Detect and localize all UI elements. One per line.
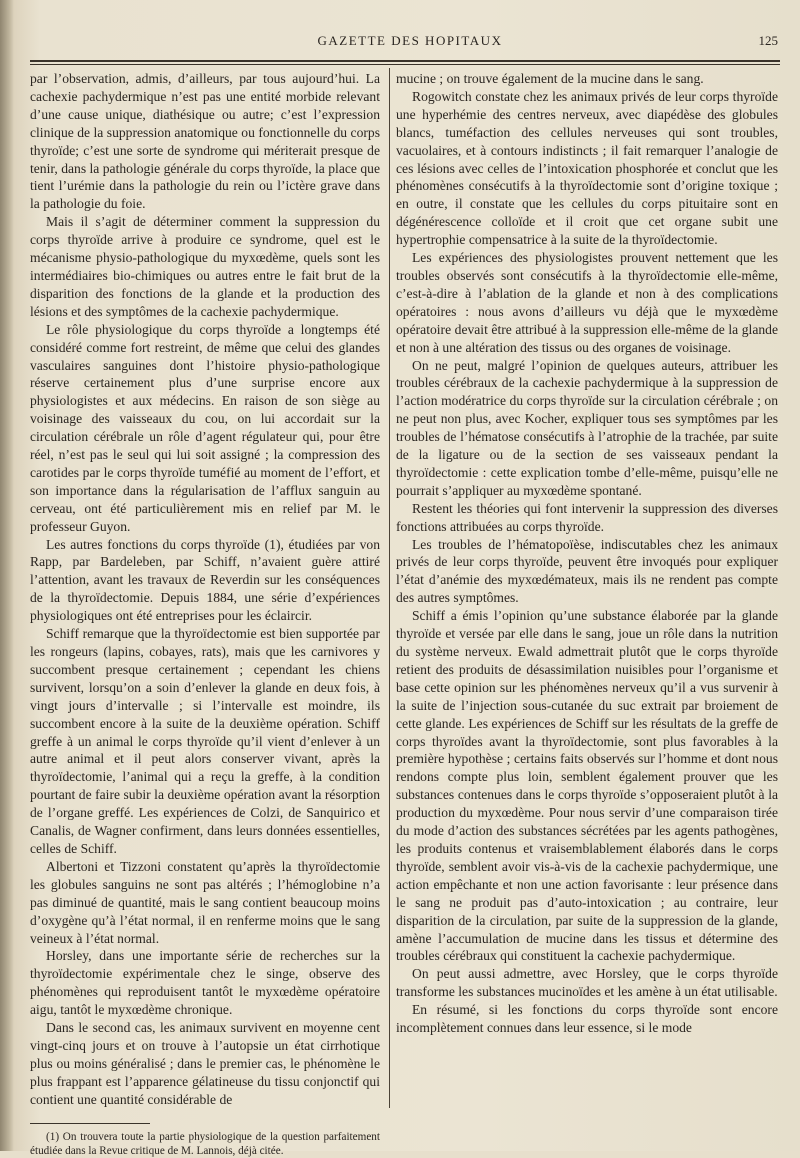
paragraph: Horsley, dans une importante série de recherches sur la thyroïdectomie expérimentale chez le singe, observe des phénomènes qui reproduisent tantôt le myxœdème opératoire aigu, tantôt le myxœdème chronique. (30, 948, 380, 1018)
paragraph: Albertoni et Tizzoni constatent qu’après la thyroïdectomie les globules sanguins ne sont pas altérés ; l’hémoglobine n’a pas diminué de quantité, mais le sang contient beaucoup moins d’oxygène qu’à l’état normal, il en renferme moins que le sang veineux à l’état normal. (30, 858, 380, 946)
paragraph: par l’observation, admis, d’ailleurs, par tous aujourd’hui. La cachexie pachydermique n’est pas une entité morbide relevant d’une cause unique, diathésique ou autre; c’est l’expression clinique de la suppression anatomique ou fonctionnelle du corps thyroïde; c’est une sorte de syndrome qui mériterait presque de tenir, dans la pathologie générale du corps thyroïde, la place que tient l’urémie dans la pathologie du rein ou l’ictère grave dans la pathologie du foie. (30, 71, 380, 212)
page-number: 125 (758, 33, 778, 48)
paragraph: Les expériences des physiologistes prouvent nettement que les troubles observés sont consécutifs à la thyroïdectomie elle-même, c’est-à-dire à l’ablation de la glande et non à des complications opératoires : nous avons d’ailleurs vu déjà que le myxœdème opératoire devait être attribué à la suppression elle-même de la glande et non à une altération des tissus ou des organes de voisinage. (396, 250, 778, 355)
paragraph: Rogowitch constate chez les animaux privés de leur corps thyroïde une hyperhémie des centres nerveux, avec diapédèse des globules blancs, tuméfaction des cellules nerveuses qui sont troubles, vacuolaires, et à contours indistincts ; il fait remarquer l’analogie de ces lésions avec celles de l’intoxication phosphorée et conclut que les phénomènes consécutifs à la thyroïdectomie sont d’origine toxique ; en outre, il constate que les cellules du corps pituitaire sont en dégénérescence colloïde et il croit que cet organe subit une hypertrophie compensatrice à la suite de la thyroïdectomie. (396, 88, 778, 248)
paragraph: Schiff remarque que la thyroïdectomie est bien supportée par les rongeurs (lapins, cobayes, rats), mais que les carnivores y succombent presque certainement ; cependant les chiens survivent, lorsqu’on a soin d’enlever la glande en deux fois, à vingt jours d’intervalle ; si l’intervalle est moindre, ils succombent encore à la suite de la deuxième opération. Schiff greffe à un animal le corps thyroïde qu’il vient d’enlever à un autre animal et il peut alors conserver vivant, après la thyroïdectomie, l’animal qui a reçu la greffe, à la condition pourtant de faire subir la deuxième opération avant la résorption de l’organe greffé. Les expériences de Colzi, de Sanquirico et Canalis, de Wagner confirment, dans leurs données essentielles, celles de Schiff. (30, 626, 380, 856)
paragraph: Schiff a émis l’opinion qu’une substance élaborée par la glande thyroïde et versée par elle dans le sang, joue un rôle dans la nutrition du système nerveux. Ewald admettrait plutôt que le corps thyroïde retient des produits de désassimilation nuisibles pour l’organisme et base cette opinion sur les phénomènes nerveux qu’il a vus survenir à la suite de l’injection sous-cutanée du suc extrait par broiement de cette glande. Les expériences de Schiff sur les résultats de la greffe de corps thyroïdes avant la thyroïdectomie, sont plus favorables à la première hypothèse ; certains faits observés sur l’homme et dont nous rendons compte plus loin, semblent également prouver que les substances contenues dans le corps thyroïde s’opposeraient plutôt à la production du myxœdème. Pour nous servir d’une comparaison tirée du mode d’action des substances sécrétées par les agents pathogènes, les produits contenus et vraisemblablement élaborés dans le corps thyroïde, semblent avoir vis-à-vis de la cachexie pachydermique, une action empêchante et non une action favorisante : leur présence dans le sang ne produit pas d’auto-intoxication ; au contraire, leur disparition de la circulation, par suite de la suppression de la glande, amène l’accumulation de mucine dans les tissus et détermine des troubles cérébraux qui constituent la cachexie pachydermique. (396, 608, 778, 964)
paragraph: mucine ; on trouve également de la mucine dans le sang. (396, 71, 704, 86)
paragraph: Mais il s’agit de déterminer comment la suppression du corps thyroïde arrive à produire ce syndrome, quel est le mécanisme physio-pathologique du myxœdème, quels sont les intermédiaires bio-chimiques ou autres entre le fait brut de la disparition des fonctions de la glande et la production des lésions et des symptômes de la cachexie pachydermique. (30, 214, 380, 319)
left-column (30, 70, 380, 1158)
header-rule (30, 60, 780, 62)
paragraph: Les autres fonctions du corps thyroïde (1), étudiées par von Rapp, par Bardeleben, par Schiff, n’avaient guère attiré l’attention, avant les travaux de Reverdin sur les conséquences de la thyroïdectomie. Depuis 1884, une série d’expériences physiologiques ont été entreprises pour les éclaircir. (30, 536, 380, 624)
paragraph: Restent les théories qui font intervenir la suppression des diverses fonctions attribuées au corps thyroïde. (396, 500, 778, 534)
paragraph: En résumé, si les fonctions du corps thyroïde sont encore incomplètement connues dans leur essence, si le mode (396, 1002, 778, 1036)
paragraph: Le rôle physiologique du corps thyroïde a longtemps été considéré comme fort restreint, de même que celui des glandes vasculaires sanguines dont l’histoire physio-pathologique réserve certainement plus d’une surprise encore aux physiologistes et aux médecins. En raison de son siège au voisinage des vaisseaux du cou, on lui accordait sur la circulation cérébrale un rôle d’agent régulateur qui, pour être réel, n’est pas le seul qui lui soit assigné ; la compression des carotides par le corps thyroïde tuméfié au moment de l’effort, et son importance dans la régularisation de l’afflux sanguin au cerveau, ont été particulièrement mis en relief par M. le professeur Guyon. (30, 321, 380, 534)
paragraph: On peut aussi admettre, avec Horsley, que le corps thyroïde transforme les substances mucinoïdes et les amène à un état utilisable. (396, 966, 778, 1000)
footnote-rule (30, 1123, 150, 1124)
paragraph: Les troubles de l’hématopoïèse, indiscutables chez les animaux privés de leur corps thyroïde, peuvent être invoqués pour expliquer l’état d’anémie des myxœdémateux, mais ils ne rendent pas compte des autres symptômes. (396, 536, 778, 606)
page-binding-edge (0, 0, 14, 1151)
paragraph: On ne peut, malgré l’opinion de quelques auteurs, attribuer les troubles cérébraux de la cachexie pachydermique à la suppression de l’action modératrice du corps thyroïde sur la circulation cérébrale ; on ne peut non plus, avec Kocher, expliquer tous ses symptômes par les troubles de l’hématose consécutifs à l’atrophie de la trachée, par suite de la ligature ou de la section de ses vaisseaux pendant la thyroïdectomie : cette explication tombe d’elle-même, puisqu’elle ne pourrait s’appliquer au myxœdème spontané. (396, 357, 778, 498)
column-divider (389, 68, 390, 1108)
journal-title: GAZETTE DES HOPITAUX (317, 33, 503, 48)
footnote: (1) On trouvera toute la partie physiologique de la question parfaitement étudiée dans la Revue critique de M. Lannois, déjà citée. (30, 1130, 380, 1157)
header-rule-thin (30, 64, 780, 65)
running-header (40, 30, 780, 52)
right-column (396, 70, 778, 1037)
paragraph: Dans le second cas, les animaux survivent en moyenne cent vingt-cinq jours et on trouve à l’autopsie un état cirrhotique plus ou moins généralisé ; dans le premier cas, le phénomène le plus frappant est l’apparence gélatineuse du tissu conjonctif qui contient une quantité considérable de (30, 1020, 380, 1107)
